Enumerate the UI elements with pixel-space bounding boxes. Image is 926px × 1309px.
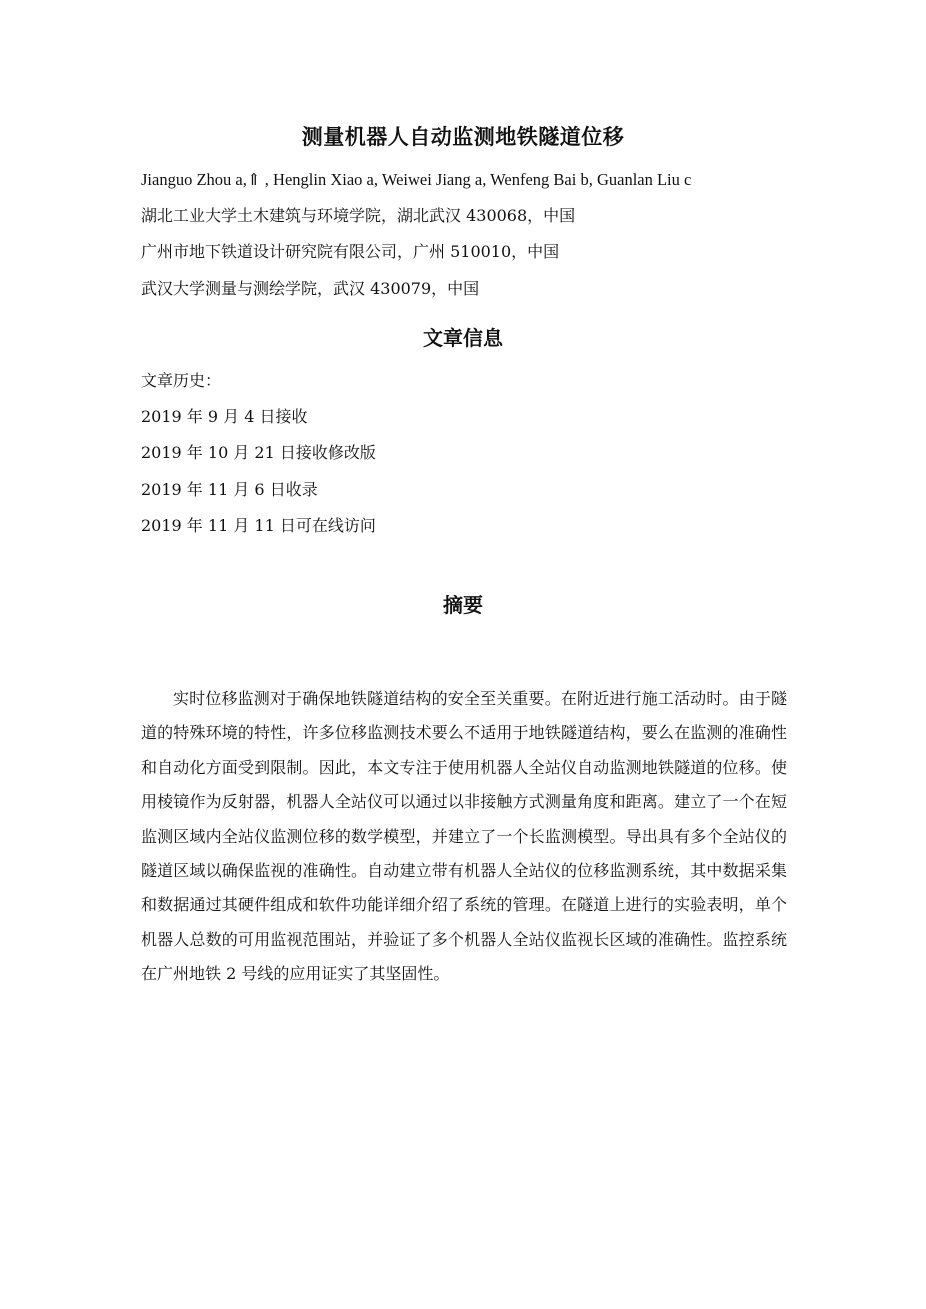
abstract-heading: 摘要 [443,593,483,617]
affiliation-c: 武汉大学测量与测绘学院，武汉 430079，中国 [141,279,480,298]
received-date: 2019 年 9 月 4 日接收 [141,407,308,426]
affiliation-a: 湖北工业大学土木建筑与环境学院，湖北武汉 430068，中国 [141,206,576,225]
online-date: 2019 年 11 月 11 日可在线访问 [141,516,376,535]
revised-date: 2019 年 10 月 21 日接收修改版 [141,443,376,462]
article-history-label: 文章历史： [141,371,222,390]
article-info-heading: 文章信息 [423,326,503,350]
affiliation-b: 广州市地下铁道设计研究院有限公司，广州 510010，中国 [141,242,560,261]
accepted-date: 2019 年 11 月 6 日收录 [141,480,318,499]
paper-title: 测量机器人自动监测地铁隧道位移 [301,125,625,149]
abstract-body: 实时位移监测对于确保地铁隧道结构的安全至关重要。在附近进行施工活动时。由于隧道的特殊环境的特性，许多位移监测技术要么不适用于地铁隧道结构，要么在监测的准确性和自动化方面受到限制。因此，本文专注于使用机器人全站仪自动监测地铁隧道的位移。使用棱镜作为反射器，机器人全站仪可以通过以非接触方式测量角度和距离。建立了一个在短监测区域内全站仪监测位移的数学模型，并建立了一个长监测模型。导出具有多个全站仪的隧道区域以确保监视的准确性。自动建立带有机器人全站仪的位移监测系统，其中数据采集和数据通过其硬件组成和软件功能详细介绍了系统的管理。在隧道上进行的实验表明，单个机器人总数的可用监视范围站，并验证了多个机器人全站仪监视长区域的准确性。监控系统在广州地铁 2 号线的应用证实了其坚固性。 [141,689,787,984]
author-list: Jianguo Zhou a,⇑ , Henglin Xiao a, Weiwei Jiang a, Wenfeng Bai b, Guanlan Liu c [141,170,692,189]
